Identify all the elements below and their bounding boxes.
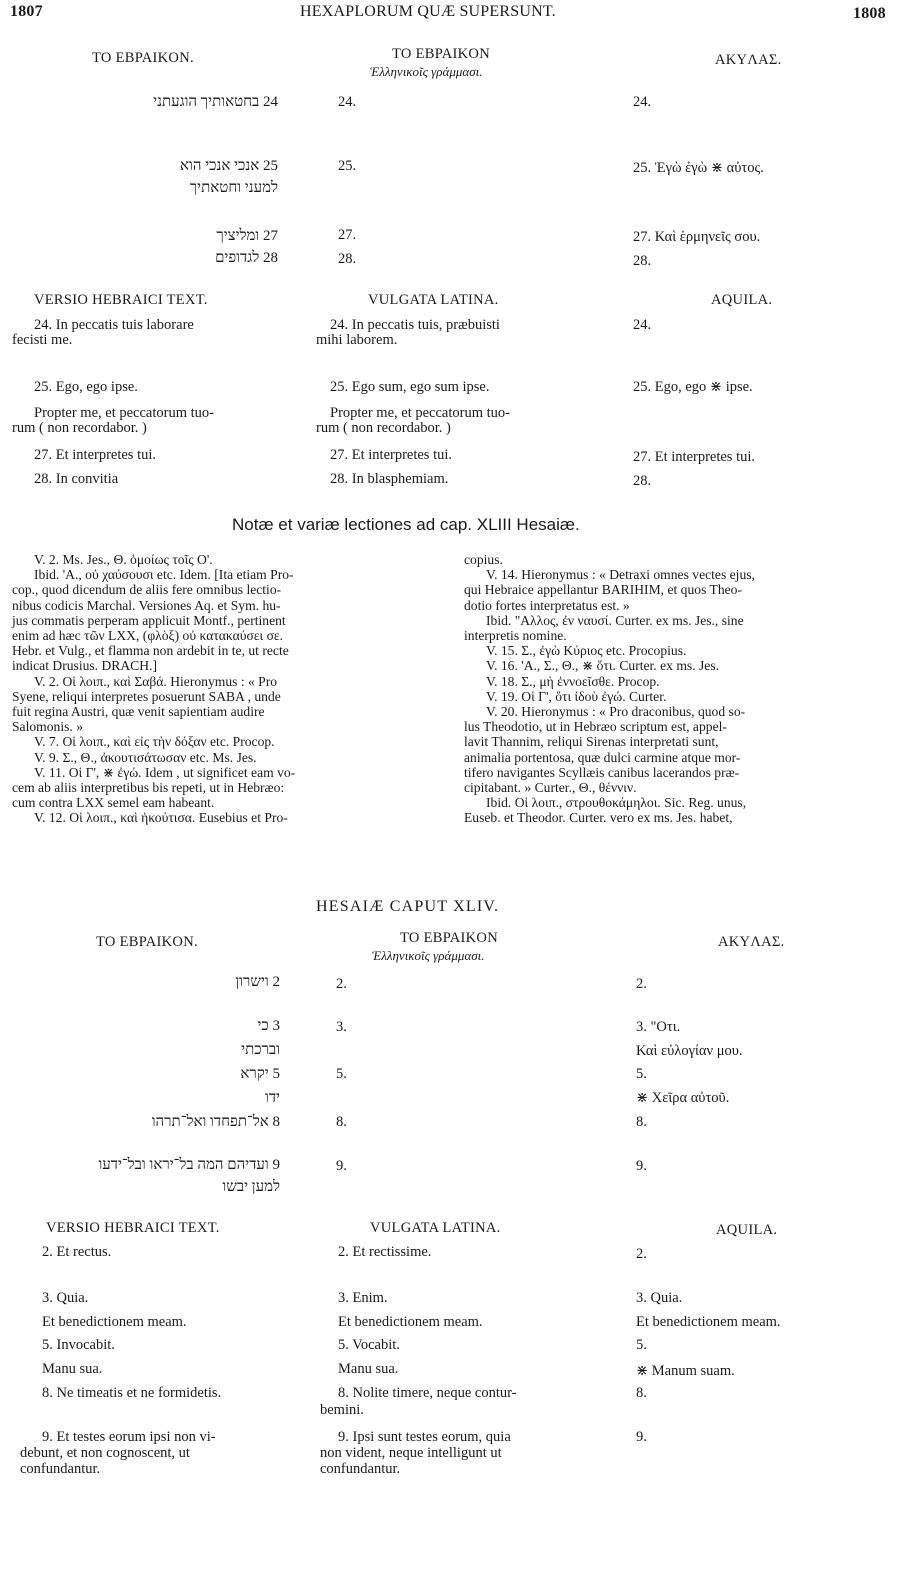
versio-cell: 2. Et rectus. — [42, 1244, 112, 1260]
versio-cell: 3. Quia. — [42, 1290, 89, 1306]
note-line: Salomonis. » — [12, 719, 83, 735]
note-line: V. 11. Οἱ Γ', ⋇ ἐγώ. Idem , ut significet eam vo- — [34, 764, 296, 780]
vulgata-cell: bemini. — [320, 1402, 364, 1418]
greek-letters-cell: 9. — [336, 1158, 347, 1174]
notes-left-column — [12, 552, 444, 826]
hebrew-line: 24 בחטאותיך הוגעתני — [153, 94, 278, 110]
aquila-latin-cell: 3. Quia. — [636, 1290, 683, 1306]
note-line: tifero navigantes Scyllæis canibus lacerandos præ- — [464, 764, 740, 780]
aquila-cell: Καὶ εὐλογίαν μου. — [636, 1043, 743, 1059]
hebrew-line: 2 וישרון — [235, 974, 280, 990]
note-line: V. 7. Οἱ λοιπ., καὶ εἰς τὴν δόξαν etc. Procop. — [34, 734, 275, 750]
note-line: V. 16. 'A., Σ., Θ., ⋇ ὅτι. Curter. ex ms. Jes. — [486, 658, 720, 674]
aquila-latin-cell: 28. — [633, 473, 652, 489]
hebrew-line: 5 יקרא — [240, 1066, 280, 1082]
note-line: cem ab aliis interpretibus bis repeti, ut in Hebræo: — [12, 780, 285, 796]
greek-letters-cell: 8. — [336, 1114, 347, 1130]
aquila-latin-cell: 2. — [636, 1246, 647, 1262]
hebrew-line: למען יבשו — [222, 1179, 280, 1195]
hebrew-line: וברכתי — [241, 1042, 280, 1058]
versio-cell: fecisti me. — [12, 332, 73, 348]
versio-cell: 24. In peccatis tuis laborare — [34, 317, 194, 333]
greek-letters-cell: 2. — [336, 976, 347, 992]
header-greek-letters-sub: Ἑλληνικοῖς γράμμασι. — [372, 948, 485, 963]
versio-cell: 25. Ego, ego ipse. — [34, 379, 138, 395]
note-line: Ibid. 'A., οὐ χαύσουσι etc. Idem. [Ita etiam Pro- — [34, 567, 294, 583]
note-line: Syene, reliqui interpretes posuerunt SABA , unde — [12, 688, 281, 704]
aquila-latin-cell: 8. — [636, 1385, 647, 1401]
note-line: jus commatis perperam applicuit Montf., pertinent — [12, 612, 286, 628]
vulgata-cell: 5. Vocabit. — [338, 1337, 400, 1353]
note-line: V. 2. Οἱ λοιπ., καὶ Σαβά. Hieronymus : « Pro — [34, 673, 278, 689]
vulgata-cell: Manu sua. — [338, 1361, 399, 1377]
versio-cell: 9. Et testes eorum ipsi non vi- — [42, 1429, 216, 1445]
versio-cell: Manu sua. — [42, 1361, 103, 1377]
versio-cell: 27. Et interpretes tui. — [34, 447, 157, 463]
vulgata-cell: non vident, neque intelligunt ut — [320, 1445, 502, 1461]
aquila-cell: 25. Ἐγὼ ἐγὼ ⋇ αὐτος. — [633, 160, 764, 176]
hebrew-line: 8 אל־תפחדו ואל־תרהו — [151, 1114, 280, 1130]
versio-cell: 8. Ne timeatis et ne formidetis. — [42, 1385, 222, 1401]
vulgata-cell: 27. Et interpretes tui. — [330, 447, 453, 463]
running-title: HEXAPLORUM QUÆ SUPERSUNT. — [300, 3, 556, 20]
aquila-latin-cell: 24. — [633, 317, 652, 333]
header-hebraic: TO EBPAIKON. — [96, 934, 198, 950]
note-line: V. 9. Σ., Θ., ἀκουτισάτωσαν etc. Ms. Jes. — [34, 749, 257, 765]
note-line: interpretis nomine. — [464, 628, 567, 644]
vulgata-cell: 24. In peccatis tuis, præbuisti — [330, 317, 500, 333]
vulgata-cell: 2. Et rectissime. — [338, 1244, 432, 1260]
note-line: enim ad hæc τῶν LXX, (φλὸξ) οὐ κατακαύσει σε. — [12, 628, 284, 644]
aquila-cell: ⋇ Χεῖρα αὐτοῦ. — [636, 1090, 730, 1106]
header-aquila-latin: AQUILA. — [711, 292, 773, 308]
note-line: V. 19. Οἱ Γ', ὅτι ἰδοὺ ἐγώ. Curter. — [486, 688, 667, 704]
aquila-cell: 8. — [636, 1114, 647, 1130]
versio-cell: 28. In convitia — [34, 471, 119, 487]
header-greek-letters: TO EBPAIKON — [400, 930, 498, 946]
header-vulgata-latina: VULGATA LATINA. — [368, 292, 499, 308]
vulgata-cell: rum ( non recordabor. ) — [316, 420, 451, 436]
vulgata-cell: 9. Ipsi sunt testes eorum, quia — [338, 1429, 511, 1445]
note-line: Ibid. Οἱ λοιπ., στρουθοκάμηλοι. Sic. Reg. unus, — [486, 795, 747, 811]
page-number-left: 1807 — [10, 3, 43, 20]
aquila-latin-cell: 27. Et interpretes tui. — [633, 449, 756, 465]
vulgata-cell: mihi laborem. — [316, 332, 398, 348]
hebrew-line: 27 ומליציך — [216, 228, 278, 244]
hebrew-line: 3 כי — [257, 1018, 280, 1034]
note-line: qui Hebraice appellantur BARIHIM, et quos Theo- — [464, 582, 742, 598]
versio-cell: 5. Invocabit. — [42, 1337, 115, 1353]
note-line: indicat Drusius. DRACH.] — [12, 658, 157, 674]
notes-right-column — [464, 552, 902, 826]
note-line: Hebr. et Vulg., et flamma non ardebit in te, ut recte — [12, 643, 289, 659]
vulgata-cell: 25. Ego sum, ego sum ipse. — [330, 379, 490, 395]
note-line: V. 2. Ms. Jes., Θ. ὁμοίως τοῖς Ο'. — [34, 552, 213, 567]
vulgata-cell: confundantur. — [320, 1461, 401, 1477]
aquila-latin-cell: ⋇ Manum suam. — [636, 1363, 735, 1379]
hebrew-line: 9 ועדיהם המה בל־יראו ובל־ידעו — [98, 1157, 280, 1173]
header-versio-hebraici: VERSIO HEBRAICI TEXT. — [46, 1220, 220, 1236]
chapter-title: HESAIÆ CAPUT XLIV. — [316, 898, 500, 915]
aquila-latin-cell: 9. — [636, 1429, 647, 1445]
notes-title: Notæ et variæ lectiones ad cap. XLIII Hesaiæ. — [232, 515, 580, 534]
note-line: V. 20. Hieronymus : « Pro draconibus, quod so- — [486, 704, 746, 720]
header-greek-letters-sub: Ἑλληνικοῖς γράμμασι. — [370, 64, 483, 79]
aquila-cell: 5. — [636, 1066, 647, 1082]
header-greek-letters: TO EBPAIKON — [392, 46, 490, 62]
note-line: V. 18. Σ., μὴ ἐννοεῖσθε. Procop. — [486, 673, 660, 689]
greek-letters-cell: 27. — [338, 227, 357, 243]
header-aquila: AKYΛAΣ. — [715, 52, 782, 68]
versio-cell: rum ( non recordabor. ) — [12, 420, 147, 436]
note-line: lus Theodotio, ut in Hebræo scriptum est, appel- — [464, 719, 727, 735]
note-line: V. 15. Σ., ἐγὼ Κύριος etc. Procopius. — [486, 643, 687, 659]
aquila-cell: 28. — [633, 253, 652, 269]
vulgata-cell: Propter me, et peccatorum tuo- — [330, 405, 510, 421]
note-line: V. 14. Hieronymus : « Detraxi omnes vectes ejus, — [486, 567, 755, 583]
note-line: lavit Thannim, reliqui Sirenas interpretati sunt, — [464, 734, 719, 750]
note-line: copius. — [464, 552, 503, 567]
hebrew-line: 28 לגדופים — [215, 250, 278, 266]
page-number-right: 1808 — [853, 5, 886, 22]
header-aquila: AKYΛAΣ. — [718, 934, 785, 950]
note-line: fuit regina Austri, quæ venit sapientiam audire — [12, 704, 265, 720]
greek-letters-cell: 5. — [336, 1066, 347, 1082]
versio-cell: Et benedictionem meam. — [42, 1314, 187, 1330]
vulgata-cell: 8. Nolite timere, neque contur- — [338, 1385, 517, 1401]
note-line: cop., quod dicendum de aliis fere omnibus lectio- — [12, 582, 282, 598]
header-aquila-latin: AQUILA. — [716, 1222, 778, 1238]
vulgata-cell: 28. In blasphemiam. — [330, 471, 449, 487]
note-line: V. 12. Οἱ λοιπ., καὶ ἠκούτισα. Eusebius et Pro- — [34, 810, 288, 826]
aquila-cell: 2. — [636, 976, 647, 992]
greek-letters-cell: 28. — [338, 251, 357, 267]
hebrew-line: ידו — [265, 1090, 280, 1106]
aquila-cell: 24. — [633, 94, 652, 110]
vulgata-cell: 3. Enim. — [338, 1290, 388, 1306]
note-line: Ibid. "Αλλος, ἐν ναυσί. Curter. ex ms. Jes., sine — [486, 612, 744, 628]
note-line: dotio fortes interpretatus est. » — [464, 597, 630, 613]
aquila-cell: 27. Καὶ ἑρμηνεῖς σου. — [633, 229, 761, 245]
aquila-cell: 3. "Οτι. — [636, 1019, 681, 1035]
note-line: cum contra LXX semel eam habeant. — [12, 795, 215, 811]
note-line: nibus codicis Marchal. Versiones Aq. et Sym. hu- — [12, 597, 281, 613]
note-line: Euseb. et Theodor. Curter. vero ex ms. Jes. habet, — [464, 810, 733, 826]
vulgata-cell: Et benedictionem meam. — [338, 1314, 483, 1330]
note-line: cipitabant. » Curter., Θ., θέννιν. — [464, 780, 637, 796]
header-versio-hebraici: VERSIO HEBRAICI TEXT. — [34, 292, 208, 308]
hebrew-line: למעני וחטאתיך — [189, 180, 278, 196]
greek-letters-cell: 25. — [338, 158, 357, 174]
note-line: animalia portentosa, quæ dulci carmine atque mor- — [464, 749, 741, 765]
versio-cell: debunt, et non cognoscent, ut — [20, 1445, 190, 1461]
hebrew-line: 25 אנכי אנכי הוא — [179, 158, 278, 174]
aquila-cell: 9. — [636, 1158, 647, 1174]
greek-letters-cell: 24. — [338, 94, 357, 110]
versio-cell: Propter me, et peccatorum tuo- — [34, 405, 214, 421]
header-vulgata-latina: VULGATA LATINA. — [370, 1220, 501, 1236]
aquila-latin-cell: 5. — [636, 1337, 647, 1353]
header-hebraic: TO EBPAIKON. — [92, 50, 194, 66]
aquila-latin-cell: Et benedictionem meam. — [636, 1314, 781, 1330]
greek-letters-cell: 3. — [336, 1019, 347, 1035]
aquila-latin-cell: 25. Ego, ego ⋇ ipse. — [633, 379, 753, 395]
versio-cell: confundantur. — [20, 1461, 101, 1477]
